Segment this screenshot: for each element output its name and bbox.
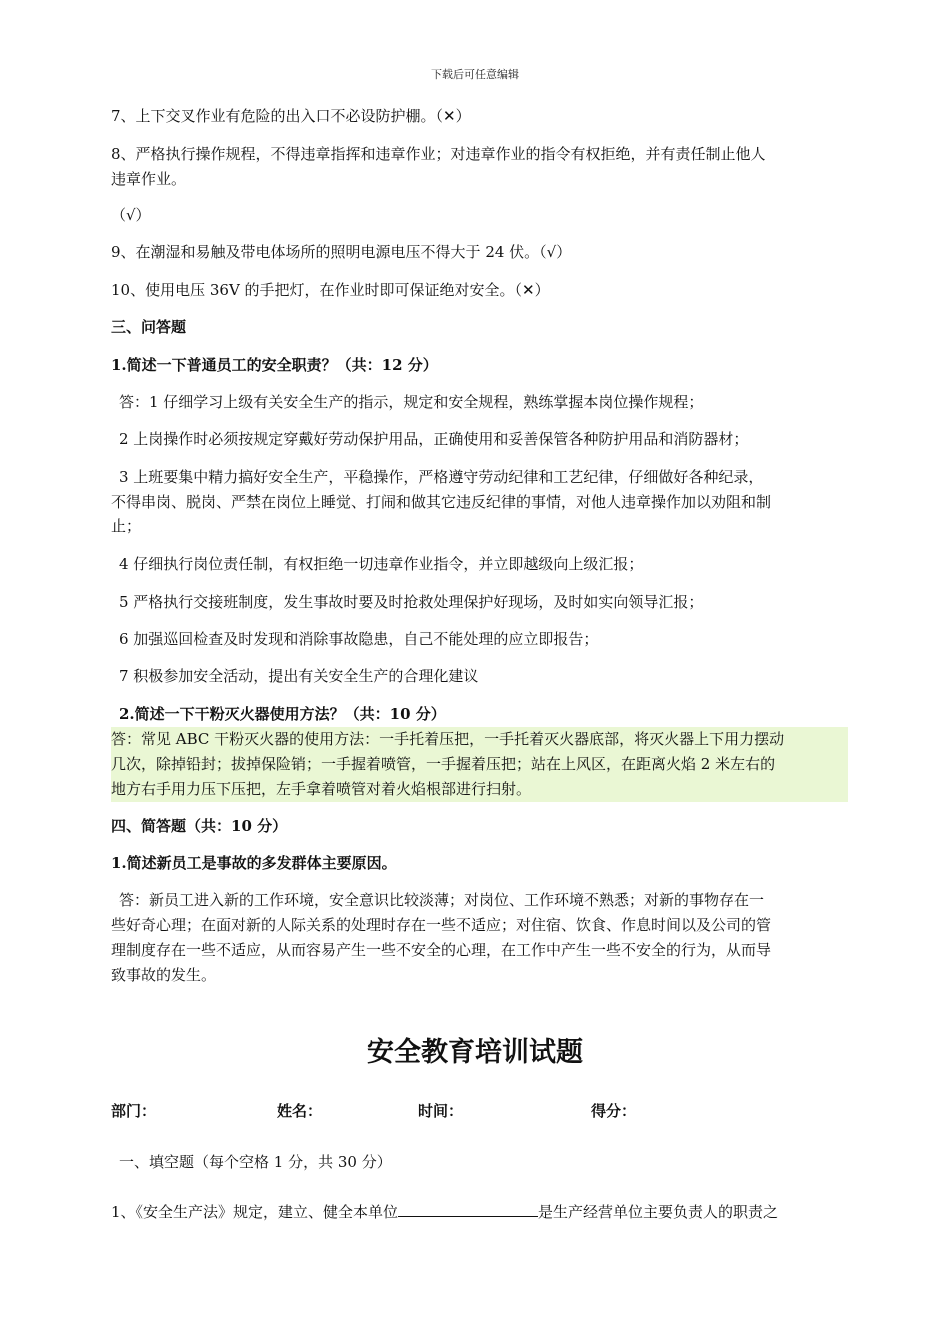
sec3-question-2: 2.简述一下干粉灭火器使用方法？（共：10 分） <box>119 705 446 723</box>
sec3-answer-5: 5 严格执行交接班制度，发生事故时要及时抢救处理保护好现场，及时如实向领导汇报； <box>119 593 704 611</box>
sec3-answer-7: 7 积极参加安全活动，提出有关安全生产的合理化建议 <box>119 667 479 685</box>
section-3-title: 三、问答题 <box>111 318 187 336</box>
exam-section-1-title: 一、填空题（每个空格 1 分，共 30 分） <box>119 1153 392 1171</box>
sec3-q2-answer-line1: 答：常见 ABC 干粉灭火器的使用方法：一手托着压把，一手托着灭火器底部，将灭火器上下用力摆动 <box>111 730 785 748</box>
sec3-answer-6: 6 加强巡回检查及时发现和消除事故隐患，自己不能处理的应立即报告； <box>119 630 599 648</box>
dept-label: 部门： <box>111 1102 157 1120</box>
sec3-answer-3-line1: 3 上班要集中精力搞好安全生产，平稳操作，严格遵守劳动纪律和工艺纪律，仔细做好各种纪录， <box>119 468 764 486</box>
exam-question-1 <box>111 1200 851 1224</box>
exam-title: 安全教育培训试题 <box>367 1037 583 1068</box>
tf-q7: 7、上下交叉作业有危险的出入口不必设防护棚。（✕） <box>111 107 471 125</box>
sec3-answer-3-line2: 不得串岗、脱岗、严禁在岗位上睡觉、打闹和做其它违反纪律的事情，对他人违章操作加以劝阻和制 <box>111 493 772 511</box>
sec3-question-1: 1.简述一下普通员工的安全职责？（共：12 分） <box>111 356 438 374</box>
answer-blank[interactable] <box>398 1200 538 1217</box>
sec3-answer-4: 4 仔细执行岗位责任制，有权拒绝一切违章作业指令，并立即越级向上级汇报； <box>119 555 644 573</box>
tf-q8-line2: 违章作业。 <box>111 170 187 188</box>
page-header: 下载后可任意编辑 <box>431 68 519 81</box>
sec4-question-1: 1.简述新员工是事故的多发群体主要原因。 <box>111 854 397 872</box>
sec3-answer-1: 答：1 仔细学习上级有关安全生产的指示，规定和安全规程，熟练掌握本岗位操作规程； <box>119 393 704 411</box>
sec3-q2-answer-line3: 地方右手用力压下压把，左手拿着喷管对着火焰根部进行扫射。 <box>111 780 532 798</box>
tf-q8-answer: （√） <box>111 206 151 224</box>
exam-q1-text-before: 1、《安全生产法》规定，建立、健全本单位 <box>111 1203 399 1221</box>
highlighted-answer-block <box>111 727 848 802</box>
sec3-answer-3-line3: 止； <box>111 517 142 535</box>
sec4-answer-line3: 理制度存在一些不适应，从而容易产生一些不安全的心理，在工作中产生一些不安全的行为，从而导 <box>111 941 772 959</box>
time-label: 时间： <box>418 1102 464 1120</box>
section-4-title: 四、简答题（共：10 分） <box>111 817 288 835</box>
tf-q9: 9、在潮湿和易触及带电体场所的照明电源电压不得大于 24 伏。（√） <box>111 243 572 261</box>
exam-q1-text-after: 是生产经营单位主要负责人的职责之 <box>538 1203 779 1221</box>
sec4-answer-line2: 些好奇心理；在面对新的人际关系的处理时存在一些不适应；对住宿、饮食、作息时间以及公司的管 <box>111 916 772 934</box>
score-label: 得分： <box>591 1102 637 1120</box>
sec4-answer-line4: 致事故的发生。 <box>111 966 217 984</box>
sec3-q2-answer-line2: 几次，除掉铅封；拔掉保险销；一手握着喷管，一手握着压把；站在上风区，在距离火焰 2 米左右的 <box>111 755 776 773</box>
sec4-answer-line1: 答：新员工进入新的工作环境，安全意识比较淡薄；对岗位、工作环境不熟悉；对新的事物存在一 <box>119 891 765 909</box>
tf-q10: 10、使用电压 36V 的手把灯，在作业时即可保证绝对安全。（✕） <box>111 281 550 299</box>
name-label: 姓名： <box>277 1102 323 1120</box>
sec3-answer-2: 2 上岗操作时必须按规定穿戴好劳动保护用品，正确使用和妥善保管各种防护用品和消防器材； <box>119 430 749 448</box>
tf-q8-line1: 8、严格执行操作规程，不得违章指挥和违章作业；对违章作业的指令有权拒绝，并有责任制止他人 <box>111 145 766 163</box>
